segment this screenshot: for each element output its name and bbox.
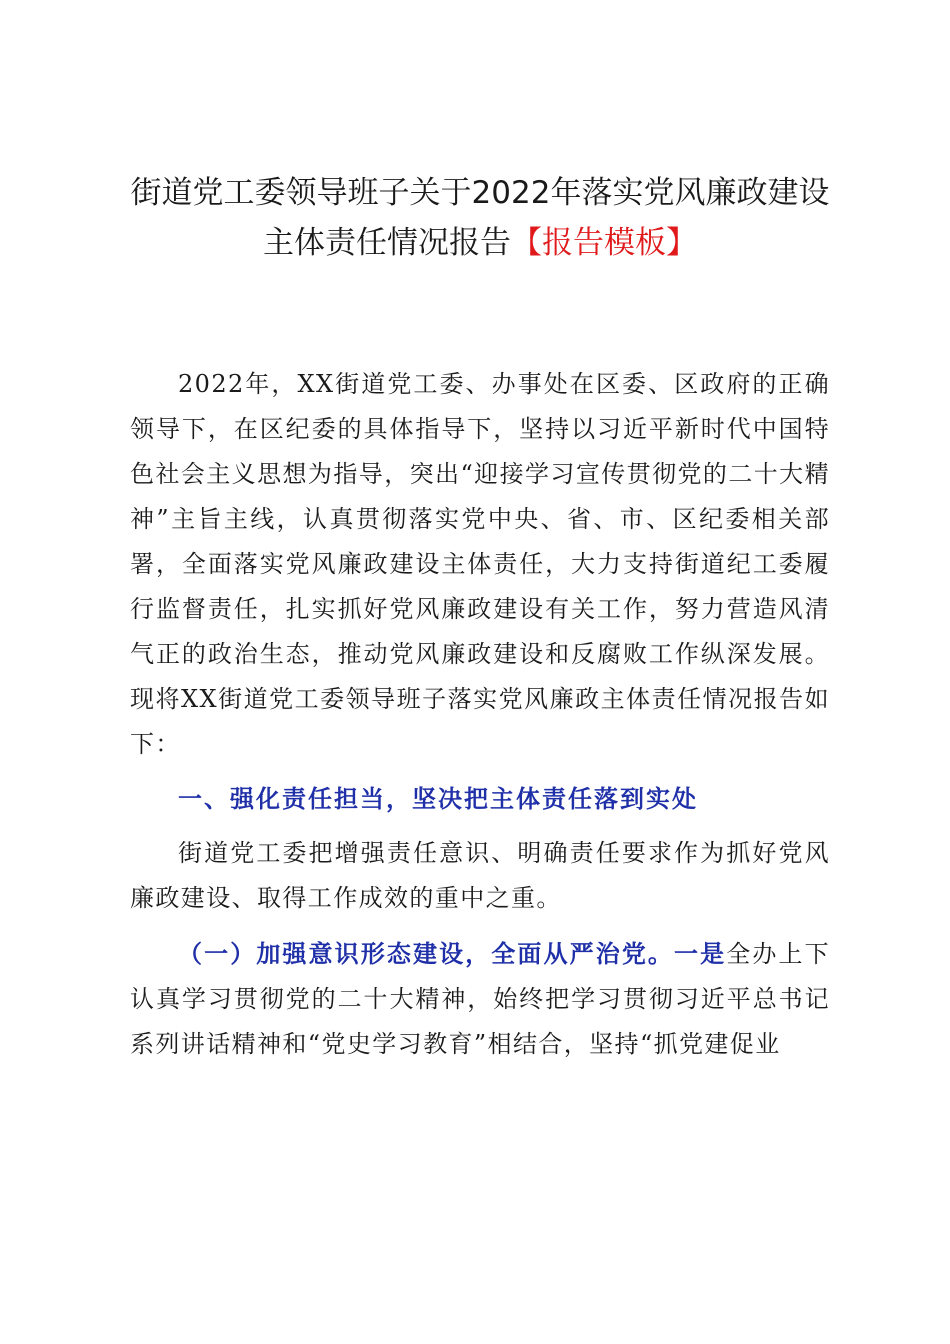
title-main: 街道党工委领导班子关于2022年落实党风廉政建设主体责任情况报告: [130, 175, 830, 261]
document-body: [130, 362, 830, 1067]
intro-paragraph: 2022年，XX街道党工委、办事处在区委、区政府的正确领导下，在区纪委的具体指导下，坚持以习近平新时代中国特色社会主义思想为指导，突出“迎接学习宣传贯彻党的二十大精神”主旨主线，认真贯彻落实党中央、省、市、区纪委相关部署，全面落实党风廉政建设主体责任，大力支持街道纪工委履行监督责任，扎实抓好党风廉政建设有关工作，努力营造风清气正的政治生态，推动党风廉政建设和反腐败工作纵深发展。现将XX街道党工委领导班子落实党风廉政主体责任情况报告如下：: [130, 370, 830, 758]
subsection-paragraph-1: [130, 931, 830, 1067]
section-heading-1: 一、强化责任担当，坚决把主体责任落到实处: [178, 784, 698, 813]
document-title: [120, 168, 840, 268]
title-tag: 【报告模板】: [511, 225, 697, 261]
subsection-text-1: 全办上下认真学习贯彻党的二十大精神，始终把学习贯彻习近平总书记系列讲话精神和“党史学习教育”相结合，坚持“抓党建促业: [130, 940, 830, 1058]
section-paragraph-1: 街道党工委把增强责任意识、明确责任要求作为抓好党风廉政建设、取得工作成效的重中之重。: [130, 839, 830, 912]
subsection-heading-1: （一）加强意识形态建设，全面从严治党。: [178, 939, 675, 968]
subsection-lead-1: 一是: [674, 939, 727, 968]
